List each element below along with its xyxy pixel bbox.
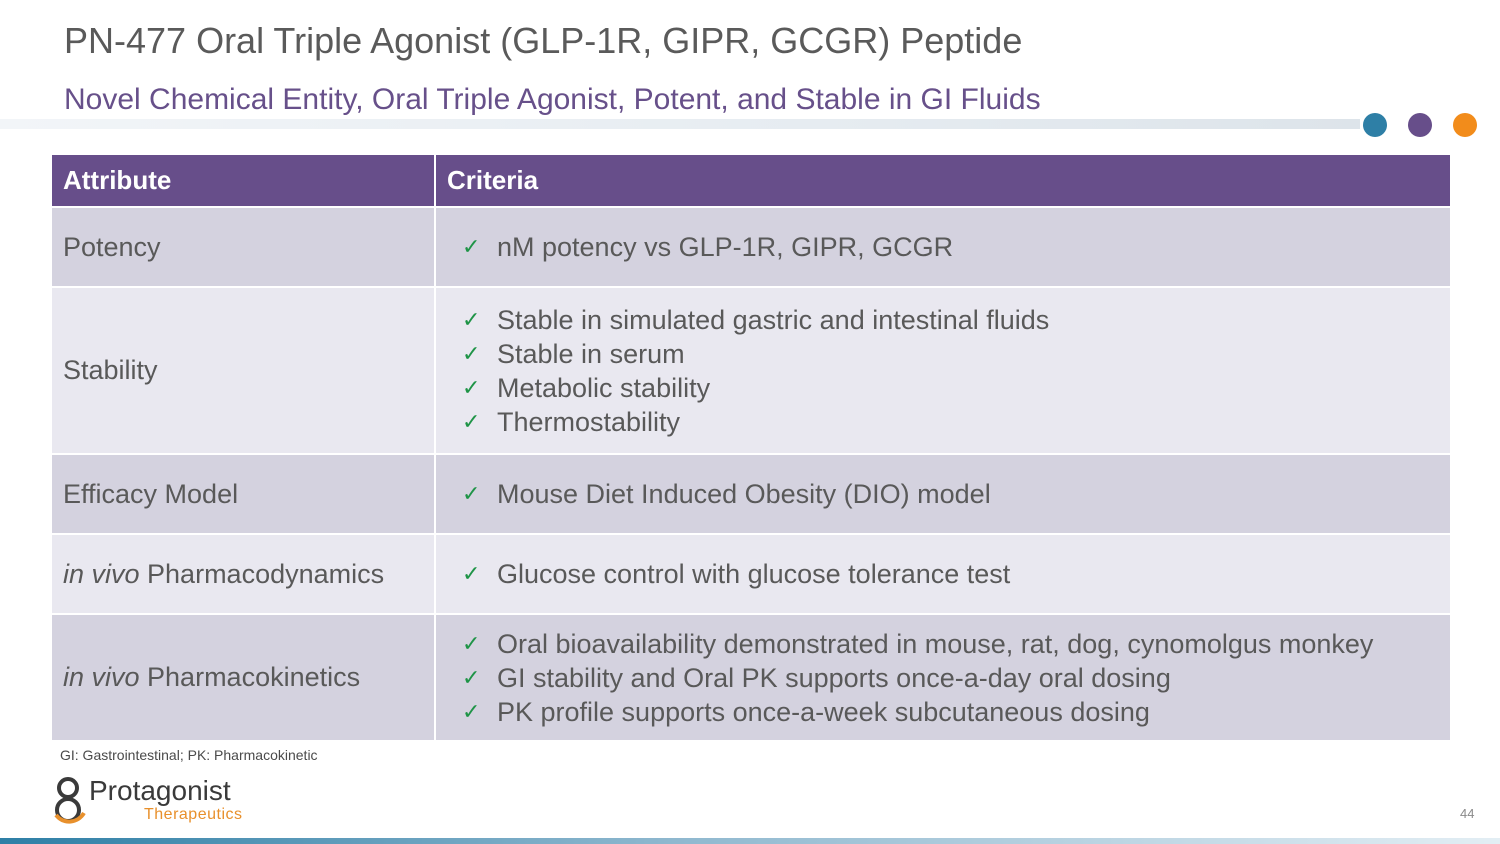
decor-dot-blue xyxy=(1363,113,1387,137)
bottom-accent-bar xyxy=(0,838,1500,844)
page-number: 44 xyxy=(1460,806,1475,821)
check-icon: ✓ xyxy=(462,340,481,366)
attribute-criteria-table xyxy=(52,155,1450,740)
attribute-cell xyxy=(52,614,435,740)
logo-subtitle: Therapeutics xyxy=(144,806,243,823)
check-icon: ✓ xyxy=(462,630,481,656)
attribute-label: Potency xyxy=(63,231,161,262)
criteria-cell xyxy=(435,454,1450,534)
check-icon: ✓ xyxy=(462,306,481,332)
company-logo xyxy=(50,775,260,827)
header-criteria: Criteria xyxy=(435,155,1450,207)
attribute-label: Efficacy Model xyxy=(63,478,239,509)
criteria-cell xyxy=(435,207,1450,287)
criteria-item xyxy=(462,405,1450,439)
criteria-item xyxy=(462,557,1450,591)
logo-mark-icon xyxy=(50,775,86,825)
criteria-item xyxy=(462,230,1450,264)
table-row xyxy=(52,614,1450,740)
criteria-text: Oral bioavailability demonstrated in mouse, rat, dog, cynomolgus monkey xyxy=(497,628,1374,659)
decor-dot-purple xyxy=(1408,113,1432,137)
criteria-item xyxy=(462,627,1450,661)
criteria-text: GI stability and Oral PK supports once-a-day oral dosing xyxy=(497,662,1171,693)
check-icon: ✓ xyxy=(462,408,481,434)
criteria-item xyxy=(462,695,1450,729)
criteria-text: Stable in simulated gastric and intestinal fluids xyxy=(497,304,1050,335)
check-icon: ✓ xyxy=(462,698,481,724)
attribute-cell xyxy=(52,207,435,287)
slide-subtitle: Novel Chemical Entity, Oral Triple Agonist, Potent, and Stable in GI Fluids xyxy=(64,83,1041,116)
header-divider xyxy=(0,119,1360,129)
criteria-cell xyxy=(435,287,1450,454)
attribute-label: Stability xyxy=(63,355,158,385)
check-icon: ✓ xyxy=(462,561,481,586)
footnote: GI: Gastrointestinal; PK: Pharmacokinetic xyxy=(60,747,318,763)
check-icon: ✓ xyxy=(462,664,481,690)
table-row xyxy=(52,534,1450,614)
table-row xyxy=(52,287,1450,454)
criteria-text: Stable in serum xyxy=(497,338,685,369)
check-icon: ✓ xyxy=(462,481,481,506)
table-row xyxy=(52,454,1450,534)
slide-title: PN-477 Oral Triple Agonist (GLP-1R, GIPR, GCGR) Peptide xyxy=(64,20,1023,61)
criteria-item xyxy=(462,661,1450,695)
criteria-text: Thermostability xyxy=(497,406,681,437)
criteria-text: Mouse Diet Induced Obesity (DIO) model xyxy=(497,479,991,509)
check-icon: ✓ xyxy=(462,234,481,259)
table-header-row xyxy=(52,155,1450,207)
logo-name: Protagonist xyxy=(89,775,231,806)
attribute-italic: in vivo xyxy=(63,662,140,692)
criteria-text: PK profile supports once-a-week subcutaneous dosing xyxy=(497,696,1150,727)
criteria-text: Glucose control with glucose tolerance test xyxy=(497,559,1011,589)
attribute-cell xyxy=(52,534,435,614)
check-icon: ✓ xyxy=(462,374,481,400)
decor-dot-orange xyxy=(1453,113,1477,137)
attribute-label: Pharmacokinetics xyxy=(139,662,361,692)
attribute-cell xyxy=(52,287,435,454)
criteria-item xyxy=(462,303,1450,337)
table-row xyxy=(52,207,1450,287)
criteria-cell xyxy=(435,534,1450,614)
criteria-item xyxy=(462,337,1450,371)
criteria-text: nM potency vs GLP-1R, GIPR, GCGR xyxy=(497,232,954,262)
attribute-label: Pharmacodynamics xyxy=(139,558,385,589)
criteria-cell xyxy=(435,614,1450,740)
header-attribute: Attribute xyxy=(52,155,435,207)
criteria-text: Metabolic stability xyxy=(497,372,711,403)
criteria-item xyxy=(462,371,1450,405)
criteria-item xyxy=(462,477,1450,511)
attribute-italic: in vivo xyxy=(63,558,140,589)
attribute-cell xyxy=(52,454,435,534)
